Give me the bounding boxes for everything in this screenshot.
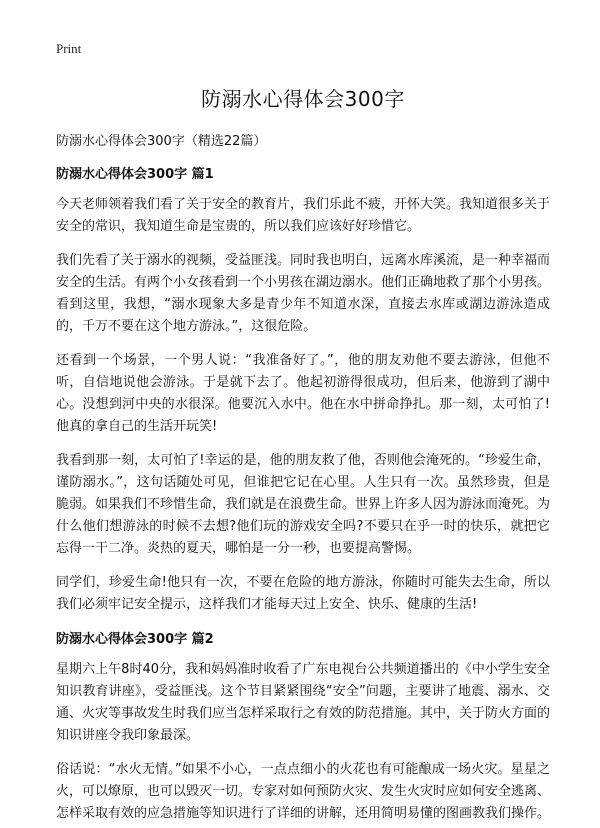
paragraph: 星期六上午8时40分，我和妈妈准时收看了广东电视台公共频道播出的《中小学生安全知识教育讲座》，受益匪浅。这个节目紧紧围绕“安全”问题，主要讲了地震、溺水、交通、火灾等事故发生时我们应当怎样采取行之有效的防范措施。其中，关于防火方面的知识讲座令我印象最深。 bbox=[56, 662, 551, 743]
paragraph: 我们先看了关于溺水的视频，受益匪浅。同时我也明白，远离水库溪流，是一种幸福而安全的生活。有两个小女孩看到一个小男孩在湖边溺水。他们正确地救了那个小男孩。看到这里，我想，“溺水现象大多是青少年不知道水深，直接去水库或湖边游泳造成的，千万不要在这个地方游泳。”，这很危险。 bbox=[56, 253, 551, 334]
section-heading: 防溺水心得体会300字 篇1 bbox=[56, 167, 214, 182]
document-subtitle: 防溺水心得体会300字（精选22篇） bbox=[56, 134, 267, 149]
paragraph: 我看到那一刻，太可怕了!幸运的是，他的朋友救了他，否则他会淹死的。“珍爱生命，谨防溺水。”，这句话随处可见，但谁把它记在心里。人生只有一次。虽然珍贵，但是脆弱。如果我们不珍惜生命，我们就是在浪费生命。世界上许多人因为游泳而淹死。为什么他们想游泳的时候不去想?他们玩的游戏安全吗?不要只在乎一时的快乐，就把它忘得一干二净。炎热的夏天，哪怕是一分一秒，也要提高警惕。 bbox=[56, 453, 551, 556]
section-heading: 防溺水心得体会300字 篇2 bbox=[56, 632, 214, 647]
paragraph: 同学们，珍爱生命!他只有一次，不要在危险的地方游泳，你随时可能失去生命，所以我们必须牢记安全提示，这样我们才能每天过上安全、快乐、健康的生活! bbox=[56, 575, 550, 612]
paragraph: 今天老师领着我们看了关于安全的教育片，我们乐此不疲，开怀大笑。我知道很多关于安全的常识，我知道生命是宝贵的，所以我们应该好好珍惜它。 bbox=[56, 197, 551, 234]
paragraph: 还看到一个场景，一个男人说：“我准备好了。”，他的朋友劝他不要去游泳，但他不听，自信地说他会游泳。于是就下去了。他起初游得很成功，但后来，他游到了湖中心。没想到河中央的水很深。他要沉入水中。他在水中拼命挣扎。那一刻，太可怕了!他真的拿自己的生活开玩笑! bbox=[56, 353, 550, 434]
print-link[interactable]: Print bbox=[56, 41, 82, 56]
paragraph: 俗话说：“水火无情。”如果不小心，一点点细小的火花也有可能酿成一场火灾。星星之火，可以燎原，也可以毁灭一切。专家对如何预防火灾、发生火灾时应如何安全逃离、怎样采取有效的应急措施等知识进行了详细的讲解，还用简明易懂的图画教我们操作。 bbox=[56, 762, 551, 821]
page-title: 防溺水心得体会300字 bbox=[201, 87, 405, 111]
section-2 bbox=[56, 628, 550, 825]
section-1 bbox=[56, 163, 550, 616]
